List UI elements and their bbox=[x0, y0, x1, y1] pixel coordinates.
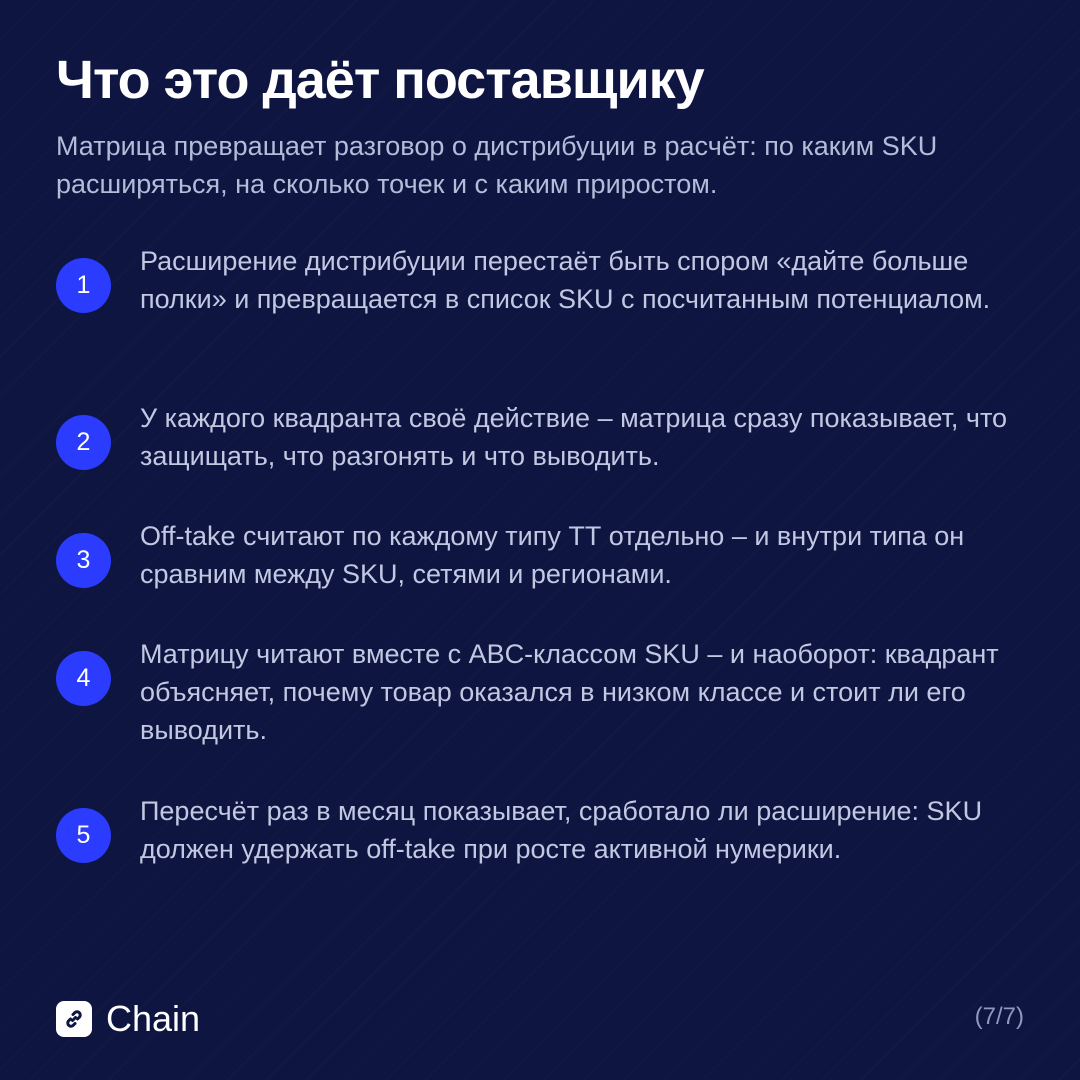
list-item-text: У каждого квадранта своё действие – матрица сразу показывает, что защищать, что разгонять и что выводить. bbox=[140, 403, 1008, 471]
number-badge: 4 bbox=[56, 651, 111, 706]
number-badge: 3 bbox=[56, 533, 111, 588]
link-icon bbox=[56, 1001, 92, 1037]
brand-logo bbox=[56, 997, 200, 1041]
number-badge: 1 bbox=[56, 258, 111, 313]
list-item-text: Расширение дистрибуции перестаёт быть спором «дайте больше полки» и превращается в список SKU с посчитанным потенциалом. bbox=[140, 246, 991, 314]
number-badge: 2 bbox=[56, 415, 111, 470]
number-badge: 5 bbox=[56, 808, 111, 863]
page-counter: (7/7) bbox=[974, 1003, 1024, 1030]
page-title: Что это даёт поставщику bbox=[56, 50, 704, 110]
list-item-text: Пересчёт раз в месяц показывает, сработало ли расширение: SKU должен удержать off-take при росте активной нумерики. bbox=[140, 796, 983, 864]
list-item-text: Матрицу читают вместе с ABC-классом SKU – и наоборот: квадрант объясняет, почему товар оказался в низком классе и стоит ли его выводить. bbox=[140, 639, 999, 745]
page-subtitle: Матрица превращает разговор о дистрибуции в расчёт: по каким SKU расширяться, на сколько точек и с каким приростом. bbox=[56, 131, 938, 199]
brand-name: Chain bbox=[106, 998, 201, 1039]
list-item-text: Off-take считают по каждому типу ТТ отдельно – и внутри типа он сравним между SKU, сетями и регионами. bbox=[140, 521, 965, 589]
benefits-list bbox=[56, 0, 1036, 1080]
